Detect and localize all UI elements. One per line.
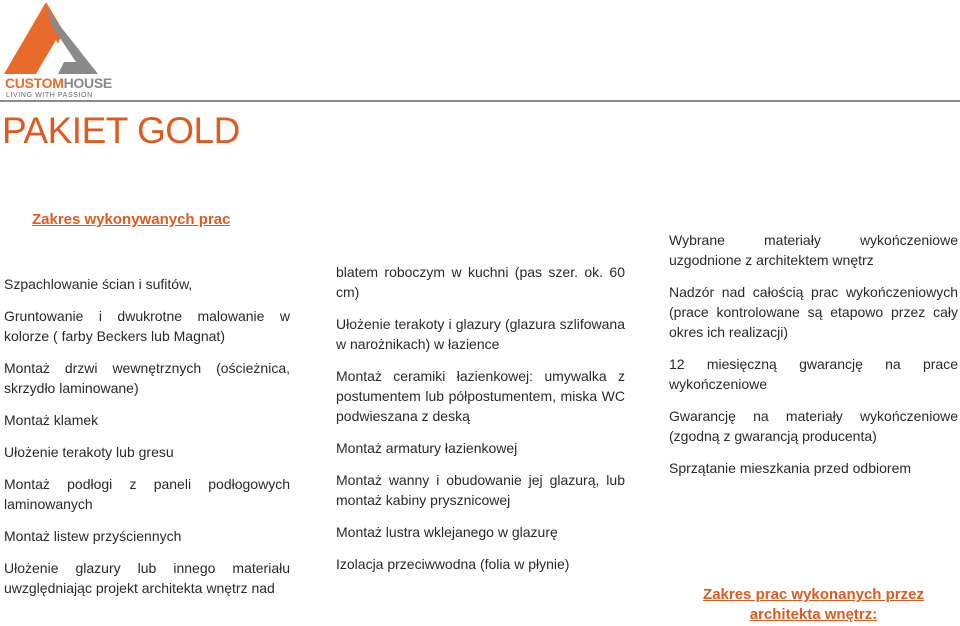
house-roof-icon bbox=[2, 2, 102, 76]
list-item: Nadzór nad całością prac wykończeniowych (prace kontrolowane są etapowo przez cały okres ich realizacji) bbox=[669, 284, 958, 340]
list-item: Montaż wanny i obudowanie jej glazurą, lub montaż kabiny prysznicowej bbox=[336, 472, 625, 508]
company-logo bbox=[2, 2, 112, 100]
list-item: Sprzątanie mieszkania przed odbiorem bbox=[669, 460, 912, 476]
list-item: Szpachlowanie ścian i sufitów, bbox=[4, 276, 193, 292]
list-item: Ułożenie terakoty lub gresu bbox=[4, 444, 174, 460]
header-divider bbox=[0, 100, 960, 102]
list-item: Montaż ceramiki łazienkowej: umywalka z postumentem lub półpostumentem, miska WC podwieszana z deską bbox=[336, 368, 625, 424]
list-item: blatem roboczym w kuchni (pas szer. ok. 60 cm) bbox=[336, 264, 625, 300]
brand-name: CUSTOMHOUSE bbox=[5, 75, 112, 91]
services-column-2 bbox=[336, 262, 625, 586]
list-item: Montaż lustra wklejanego w glazurę bbox=[336, 524, 558, 540]
services-column-1 bbox=[4, 274, 290, 610]
brand-tagline: LIVING WITH PASSION bbox=[6, 92, 93, 99]
list-item: Ułożenie glazury lub innego materiału uwzględniając projekt architekta wnętrz nad bbox=[4, 560, 290, 596]
section-heading-architect: Zakres prac wykonanych przez architekta wnętrz: bbox=[703, 586, 924, 623]
list-item: Montaż klamek bbox=[4, 412, 99, 428]
list-item: Gruntowanie i dwukrotne malowanie w kolorze ( farby Beckers lub Magnat) bbox=[4, 308, 290, 344]
list-item: Gwarancję na materiały wykończeniowe (zgodną z gwarancją producenta) bbox=[669, 408, 958, 444]
list-item: Montaż drzwi wewnętrznych (ościeżnica, skrzydło laminowane) bbox=[4, 360, 290, 396]
list-item: Montaż podłogi z paneli podłogowych laminowanych bbox=[4, 476, 290, 512]
page-title: PAKIET GOLD bbox=[2, 110, 240, 151]
list-item: Ułożenie terakoty i glazury (glazura szlifowana w narożnikach) w łazience bbox=[336, 316, 625, 352]
services-column-3 bbox=[669, 230, 958, 490]
list-item: Wybrane materiały wykończeniowe uzgodnione z architektem wnętrz bbox=[669, 232, 958, 268]
list-item: Montaż listew przyściennych bbox=[4, 528, 182, 544]
list-item: Montaż armatury łazienkowej bbox=[336, 440, 518, 456]
list-item: Izolacja przeciwwodna (folia w płynie) bbox=[336, 556, 570, 572]
list-item: 12 miesięczną gwarancję na prace wykończeniowe bbox=[669, 356, 958, 392]
section-heading: Zakres wykonywanych prac bbox=[32, 211, 231, 228]
